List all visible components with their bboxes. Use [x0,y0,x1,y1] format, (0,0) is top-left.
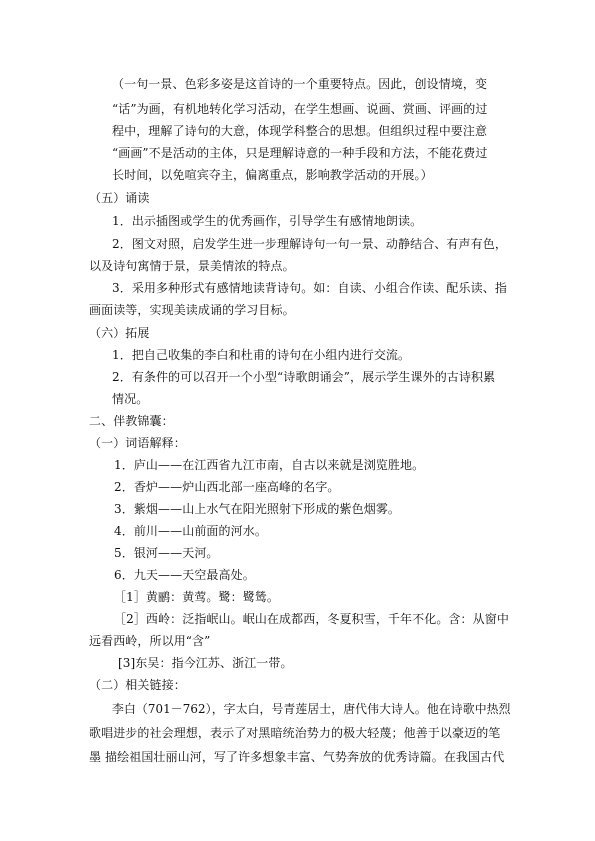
text-line: 1．把自己收集的李白和杜甫的诗句在小组内进行交流。 [112,348,411,362]
text-line: “画画”不是活动的主体，只是理解诗意的一种手段和方法，不能花费过 [112,146,488,160]
section-heading: （一）词语解释： [89,436,186,450]
text-line: ［1］黄鹂：黄莺。鹭：鹭鸶。 [114,590,280,604]
text-line: 5．银河——天河。 [114,546,219,560]
text-line: 4．前川——山前面的河水。 [114,524,267,538]
text-line: 情况。 [112,392,149,406]
text-line: ［2］西岭：泛指岷山。岷山在成都西，冬夏积雪，千年不化。含：从窗中 [114,612,509,626]
text-line: 程中，理解了诗句的大意，体现学科整合的思想。但组织过程中要注意 [112,124,488,138]
text-line: 3．采用多种形式有感情地读背诗句。如：自读、小组合作读、配乐读、指 [112,281,507,295]
text-line: [3]东吴：指今江苏、浙江一带。 [118,656,293,670]
section-heading: 二、伴教锦囊： [89,414,174,428]
text-line: 1．出示插图或学生的优秀画作，引导学生有感情地朗读。 [112,214,423,228]
text-line: 李白（701－762），字太白，号青莲居士，唐代伟大诗人。他在诗歌中热烈 [112,702,511,716]
text-line: （一句一景、色彩多姿是这首诗的一个重要特点。因此，创设情境，变 [112,77,488,91]
text-line: 6．九天——天空最高处。 [114,568,255,582]
text-line: 歌唱进步的社会理想，表示了对黑暗统治势力的极大轻蔑；他善于以豪迈的笔 [89,726,501,740]
text-line: 以及诗句寓情于景，景美情浓的特点。 [89,259,295,273]
text-line: 2．香炉——炉山西北部一座高峰的名字。 [114,480,340,494]
text-line: 长时间，以免喧宾夺主，偏离重点，影响教学活动的开展。） [112,168,433,182]
text-line: “话”为画，有机地转化学习活动，在学生想画、说画、赏画、评画的过 [112,102,488,116]
text-line: 3．紫烟——山上水气在阳光照射下形成的紫色烟雾。 [114,502,401,516]
text-line: 2．图文对照，启发学生进一步理解诗句一句一景、动静结合、有声有色， [112,237,507,251]
section-heading: （六）拓展 [89,326,150,340]
text-line: 墨 描绘祖国壮丽山河，写了许多想象丰富、气势奔放的优秀诗篇。在我国古代 [89,750,505,764]
section-heading: （五）诵读 [89,191,150,205]
text-line: 远看西岭，所以用“含” [89,634,211,648]
section-heading: （二）相关链接： [89,678,186,692]
text-line: 画面读等，实现美读成诵的学习目标。 [89,303,295,317]
text-line: 2．有条件的可以召开一个小型“诗歌朗诵会”，展示学生课外的古诗积累 [112,370,496,384]
text-line: 1．庐山——在江西省九江市南，自古以来就是浏览胜地。 [114,458,425,472]
